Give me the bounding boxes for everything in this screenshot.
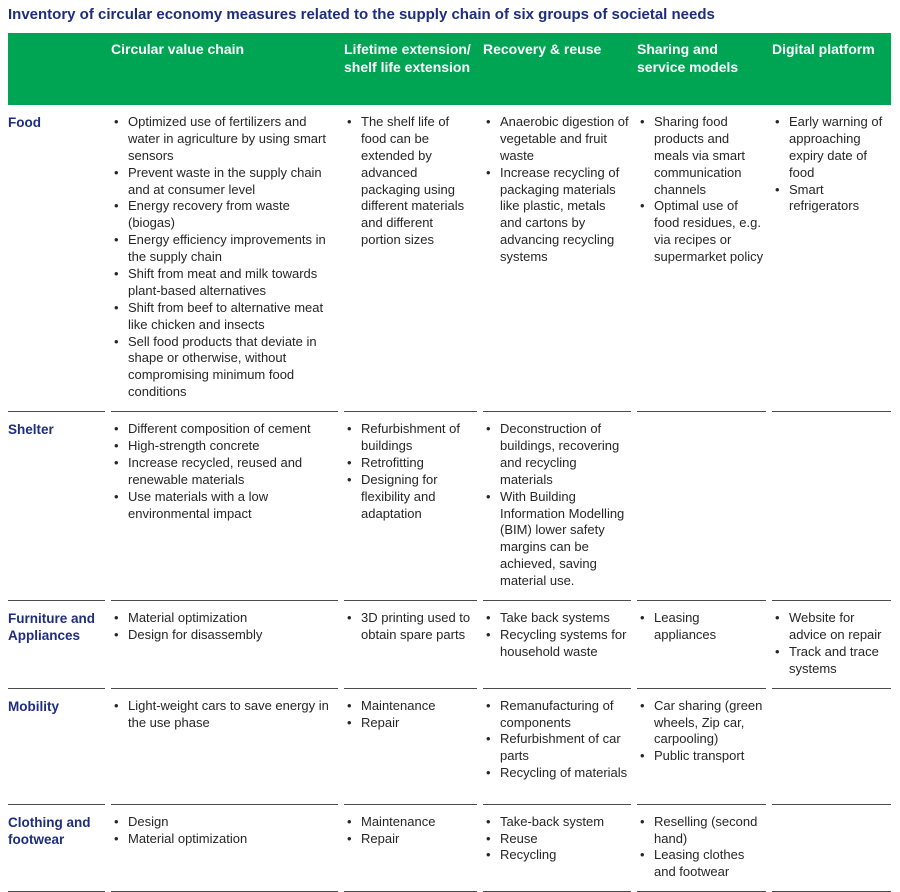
bullet-item: • Increase recycling of packaging materials like plastic, metals and cartons by advancing recycling systems bbox=[483, 165, 629, 266]
bullet-item: • With Building Information Modelling (BIM) lower safety margins can be achieved, saving material use. bbox=[483, 489, 629, 590]
bullet-list bbox=[111, 610, 336, 644]
table-cell bbox=[483, 600, 631, 688]
bullet-list bbox=[111, 114, 336, 401]
bullet-item: • Shift from beef to alternative meat like chicken and insects bbox=[111, 300, 336, 334]
bullet-item: • Car sharing (green wheels, Zip car, carpooling) bbox=[637, 698, 764, 749]
table-body bbox=[8, 105, 891, 891]
bullet-item: • Recycling of materials bbox=[483, 765, 629, 782]
bullet-item: • Website for advice on repair bbox=[772, 610, 889, 644]
column-header: Sharing and service models bbox=[637, 41, 739, 75]
bullet-list bbox=[111, 698, 336, 732]
bullet-item: • Light-weight cars to save energy in the use phase bbox=[111, 698, 336, 732]
bullet-item: • Recycling systems for household waste bbox=[483, 627, 629, 661]
bullet-item: • Early warning of approaching expiry date of food bbox=[772, 114, 889, 182]
bullet-list bbox=[637, 814, 764, 882]
row-label: Food bbox=[8, 115, 41, 130]
bullet-list bbox=[483, 114, 629, 266]
bullet-item: • Optimized use of fertilizers and water in agriculture by using smart sensors bbox=[111, 114, 336, 165]
bullet-item: • Recycling bbox=[483, 847, 629, 864]
column-header: Circular value chain bbox=[111, 41, 245, 57]
bullet-item: • Designing for flexibility and adaptation bbox=[344, 472, 475, 523]
bullet-item: • Different composition of cement bbox=[111, 421, 336, 438]
table-row bbox=[8, 600, 891, 688]
bullet-list bbox=[483, 698, 629, 782]
table-cell bbox=[344, 600, 477, 688]
row-label: Furniture and Appliances bbox=[8, 600, 105, 688]
table-cell bbox=[483, 411, 631, 600]
bullet-item: • Energy efficiency improvements in the supply chain bbox=[111, 232, 336, 266]
bullet-list bbox=[344, 814, 475, 848]
table-cell bbox=[483, 105, 631, 411]
bullet-list bbox=[344, 698, 475, 732]
bullet-item: • Refurbishment of buildings bbox=[344, 421, 475, 455]
bullet-item: • Increase recycled, reused and renewable materials bbox=[111, 455, 336, 489]
bullet-list bbox=[344, 114, 475, 249]
table-cell bbox=[111, 688, 338, 804]
bullet-item: • Track and trace systems bbox=[772, 644, 889, 678]
table-cell bbox=[344, 804, 477, 892]
bullet-item: • Refurbishment of car parts bbox=[483, 731, 629, 765]
bullet-list bbox=[637, 114, 764, 266]
table-cell bbox=[637, 804, 766, 892]
table-cell bbox=[637, 688, 766, 804]
table-cell bbox=[772, 688, 891, 804]
bullet-item: • Use materials with a low environmental impact bbox=[111, 489, 336, 523]
bullet-item: • Material optimization bbox=[111, 831, 336, 848]
bullet-item: • Energy recovery from waste (biogas) bbox=[111, 198, 336, 232]
column-header-empty bbox=[8, 41, 105, 105]
table-cell bbox=[772, 411, 891, 600]
table-cell bbox=[483, 804, 631, 892]
bullet-list bbox=[483, 421, 629, 590]
row-label: Mobility bbox=[8, 688, 105, 804]
bullet-item: • Deconstruction of buildings, recovering and recycling materials bbox=[483, 421, 629, 489]
bullet-item: • Maintenance bbox=[344, 814, 475, 831]
bullet-item: • Maintenance bbox=[344, 698, 475, 715]
table-cell bbox=[111, 105, 338, 411]
table-cell bbox=[637, 411, 766, 600]
row-label: Shelter bbox=[8, 411, 105, 600]
bullet-item: • Anaerobic digestion of vegetable and fruit waste bbox=[483, 114, 629, 165]
table-row bbox=[8, 411, 891, 600]
bullet-item: • Repair bbox=[344, 831, 475, 848]
bullet-list bbox=[111, 421, 336, 522]
table-cell bbox=[344, 411, 477, 600]
bullet-list bbox=[772, 610, 889, 678]
table-cell bbox=[111, 804, 338, 892]
bullet-item: • Remanufacturing of components bbox=[483, 698, 629, 732]
bullet-item: • High-strength concrete bbox=[111, 438, 336, 455]
page-title: Inventory of circular economy measures related to the supply chain of six groups of societal needs bbox=[8, 6, 715, 23]
bullet-item: • Reselling (second hand) bbox=[637, 814, 764, 848]
bullet-list bbox=[483, 610, 629, 661]
bullet-item: • The shelf life of food can be extended by advanced packaging using different materials and different portion sizes bbox=[344, 114, 475, 249]
column-header: Lifetime extension/ shelf life extension bbox=[344, 41, 471, 75]
table-row bbox=[8, 688, 891, 804]
table-header bbox=[8, 33, 891, 105]
bullet-list bbox=[483, 814, 629, 865]
bullet-list bbox=[637, 698, 764, 766]
bullet-item: • Take-back system bbox=[483, 814, 629, 831]
bullet-item: • Sell food products that deviate in shape or otherwise, without compromising minimum food conditions bbox=[111, 334, 336, 402]
bullet-item: • 3D printing used to obtain spare parts bbox=[344, 610, 475, 644]
column-header: Recovery & reuse bbox=[483, 41, 602, 57]
table-cell bbox=[483, 688, 631, 804]
table-cell bbox=[772, 600, 891, 688]
table-cell bbox=[344, 105, 477, 411]
bullet-item: • Retrofitting bbox=[344, 455, 475, 472]
table-row bbox=[8, 105, 891, 411]
bullet-item: • Repair bbox=[344, 715, 475, 732]
bullet-list bbox=[772, 114, 889, 215]
table-cell bbox=[772, 804, 891, 892]
row-label: Clothing and footwear bbox=[8, 804, 105, 892]
bullet-item: • Material optimization bbox=[111, 610, 336, 627]
table-cell bbox=[637, 105, 766, 411]
table-row bbox=[8, 804, 891, 892]
bullet-item: • Public transport bbox=[637, 748, 764, 765]
bullet-list bbox=[344, 421, 475, 522]
bullet-item: • Sharing food products and meals via smart communication channels bbox=[637, 114, 764, 198]
bullet-item: • Design for disassembly bbox=[111, 627, 336, 644]
bullet-list bbox=[111, 814, 336, 848]
bullet-item: • Design bbox=[111, 814, 336, 831]
table-cell bbox=[637, 600, 766, 688]
bullet-list bbox=[637, 610, 764, 644]
bullet-item: • Take back systems bbox=[483, 610, 629, 627]
table-cell bbox=[111, 600, 338, 688]
bullet-item: • Leasing appliances bbox=[637, 610, 764, 644]
bullet-list bbox=[344, 610, 475, 644]
bullet-item: • Smart refrigerators bbox=[772, 182, 889, 216]
bullet-item: • Optimal use of food residues, e.g. via recipes or supermarket policy bbox=[637, 198, 764, 266]
bullet-item: • Shift from meat and milk towards plant-based alternatives bbox=[111, 266, 336, 300]
table-cell bbox=[344, 688, 477, 804]
bullet-item: • Prevent waste in the supply chain and at consumer level bbox=[111, 165, 336, 199]
bullet-item: • Reuse bbox=[483, 831, 629, 848]
column-header: Digital platform bbox=[772, 41, 875, 57]
table-cell bbox=[772, 105, 891, 411]
table-cell bbox=[111, 411, 338, 600]
bullet-item: • Leasing clothes and footwear bbox=[637, 847, 764, 881]
